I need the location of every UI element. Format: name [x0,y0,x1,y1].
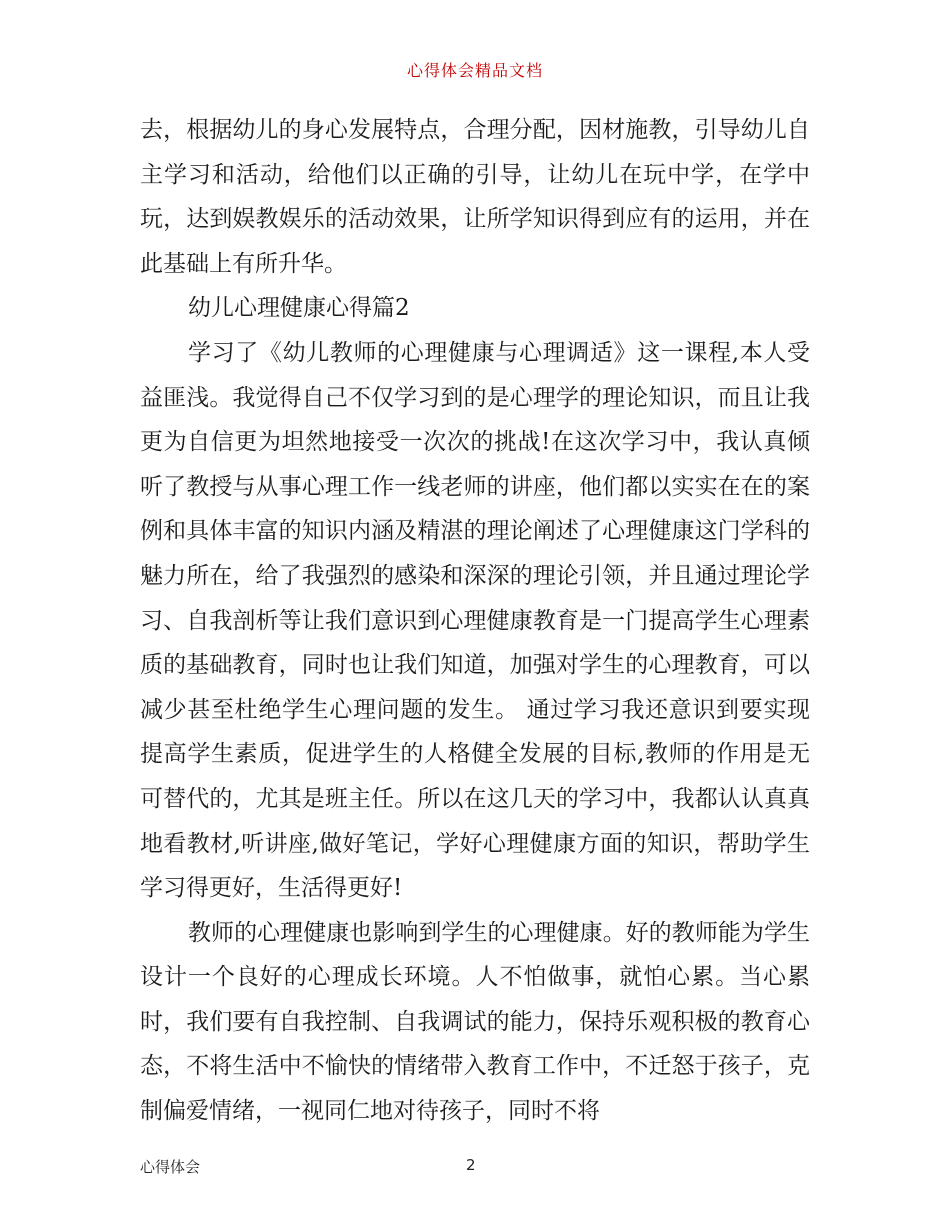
page-footer-label: 心得体会 [140,1158,201,1176]
paragraph-continued: 去，根据幼儿的身心发展特点，合理分配，因材施教，引导幼儿自主学习和活动，给他们以正确的引导，让幼儿在玩中学，在学中玩，达到娱教娱乐的活动效果，让所学知识得到应有的运用，并在此基础上有所升华。 [140,117,810,277]
page-number: 2 [466,1156,476,1174]
section-heading: 幼儿心理健康心得篇2 [188,295,410,322]
paragraph: 教师的心理健康也影响到学生的心理健康。好的教师能为学生设计一个良好的心理成长环境。人不怕做事，就怕心累。当心累时，我们要有自我控制、自我调试的能力，保持乐观积极的教育心态，不将生活中不愉快的情绪带入教育工作中，不迁怒于孩子，克制偏爱情绪，一视同仁地对待孩子，同时不将 [140,919,810,1125]
page-header-title: 心得体会精品文档 [406,61,543,80]
paragraph: 学习了《幼儿教师的心理健康与心理调适》这一课程,本人受益匪浅。我觉得自己不仅学习到的是心理学的理论知识，而且让我更为自信更为坦然地接受一次次的挑战!在这次学习中，我认真倾听了教授与从事心理工作一线老师的讲座，他们都以实实在在的案例和具体丰富的知识内涵及精湛的理论阐述了心理健康这门学科的魅力所在，给了我强烈的感染和深深的理论引领，并且通过理论学习、自我剖析等让我们意识到心理健康教育是一门提高学生心理素质的基础教育，同时也让我们知道，加强对学生的心理教育，可以减少甚至杜绝学生心理问题的发生。 通过学习我还意识到要实现提高学生素质，促进学生的人格健全发展的目标,教师的作用是无可替代的，尤其是班主任。所以在这几天的学习中，我都认认真真地看教材,听讲座,做好笔记，学好心理健康方面的知识，帮助学生学习得更好，生活得更好! [140,339,810,902]
document-body [140,108,810,1134]
